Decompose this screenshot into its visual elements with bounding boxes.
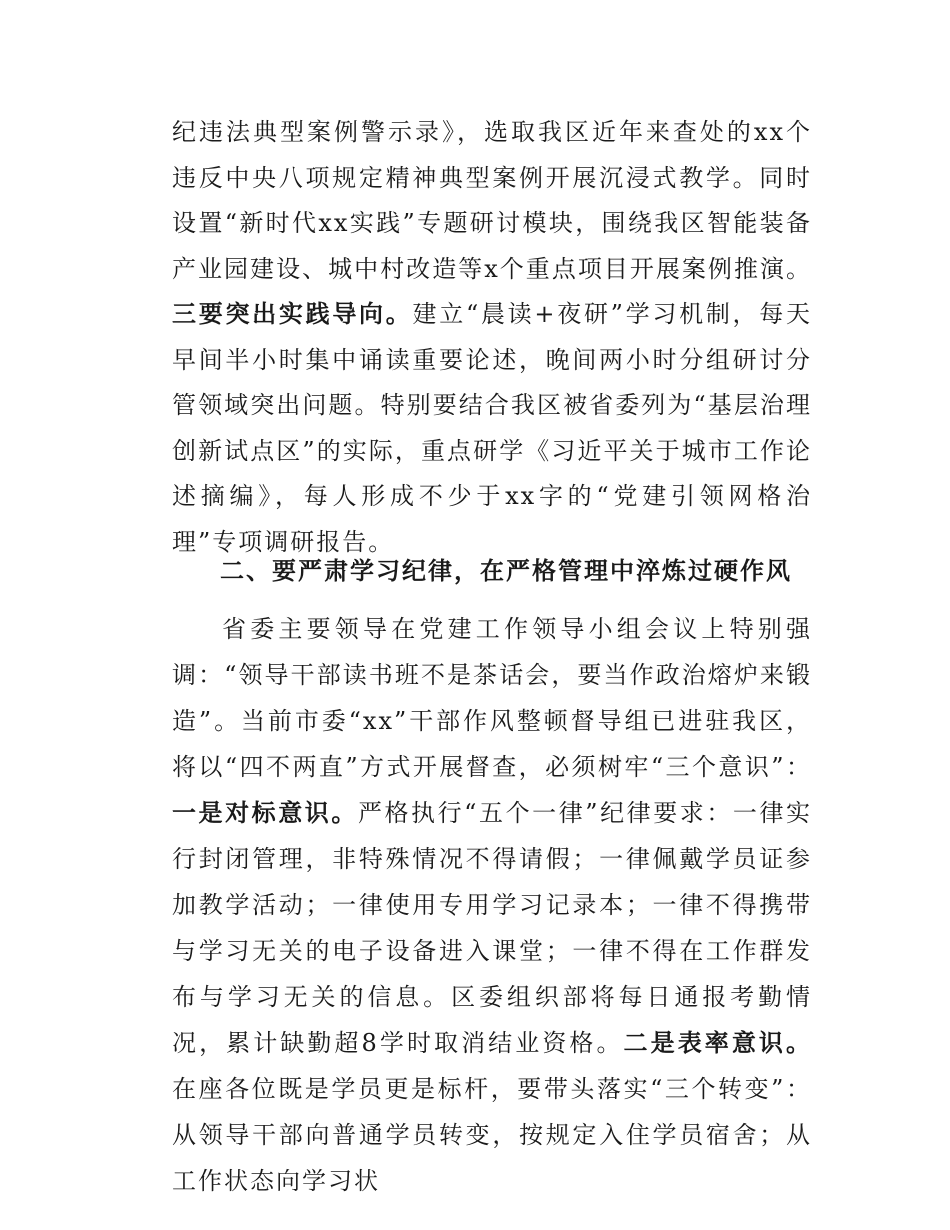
- paragraph-text: 严格执行“五个一律”纪律要求：一律实行封闭管理，非特殊情况不得请假；一律佩戴学员证参加教学活动；一律使用专用学习记录本；一律不得携带与学习无关的电子设备进入课堂；一律不得在工作群发布与学习无关的信息。区委组织部将每日通报考勤情况，累计缺勤超8学时取消结业资格。: [172, 799, 813, 1057]
- paragraph-discipline: [172, 606, 812, 1204]
- bold-point-two: 二是表率意识。: [623, 1029, 812, 1057]
- paragraph-text: 在座各位既是学员更是标杆，要带头落实“三个转变”：从领导干部向普通学员转变，按规定入住学员宿舍；从工作状态向学习状: [172, 1075, 812, 1195]
- bold-point-one: 一是对标意识。: [172, 799, 358, 827]
- section-heading: 二、要严肃学习纪律，在严格管理中淬炼过硬作风: [220, 557, 792, 585]
- bold-point-three: 三要突出实践导向。: [172, 300, 413, 328]
- paragraph-text: 纪违法典型案例警示录》，选取我区近年来查处的xx个违反中央八项规定精神典型案例开展沉浸式教学。同时设置“新时代xx实践”专题研讨模块，围绕我区智能装备产业园建设、城中村改造等x个重点项目开展案例推演。: [172, 118, 812, 283]
- paragraph-text: 省委主要领导在党建工作领导小组会议上特别强调：“领导干部读书班不是茶话会，要当作政治熔炉来锻造”。当前市委“xx”干部作风整顿督导组已进驻我区，将以“四不两直”方式开展督查，必须树牢“三个意识”：: [172, 615, 812, 781]
- paragraph-practice-orientation: [172, 110, 812, 565]
- paragraph-text: 建立“晨读+夜研”学习机制，每天早间半小时集中诵读重要论述，晚间两小时分组研讨分管领域突出问题。特别要结合我区被省委列为“基层治理创新试点区”的实际，重点研学《习近平关于城市工作论述摘编》，每人形成不少于xx字的“党建引领网格治理”专项调研报告。: [172, 300, 813, 556]
